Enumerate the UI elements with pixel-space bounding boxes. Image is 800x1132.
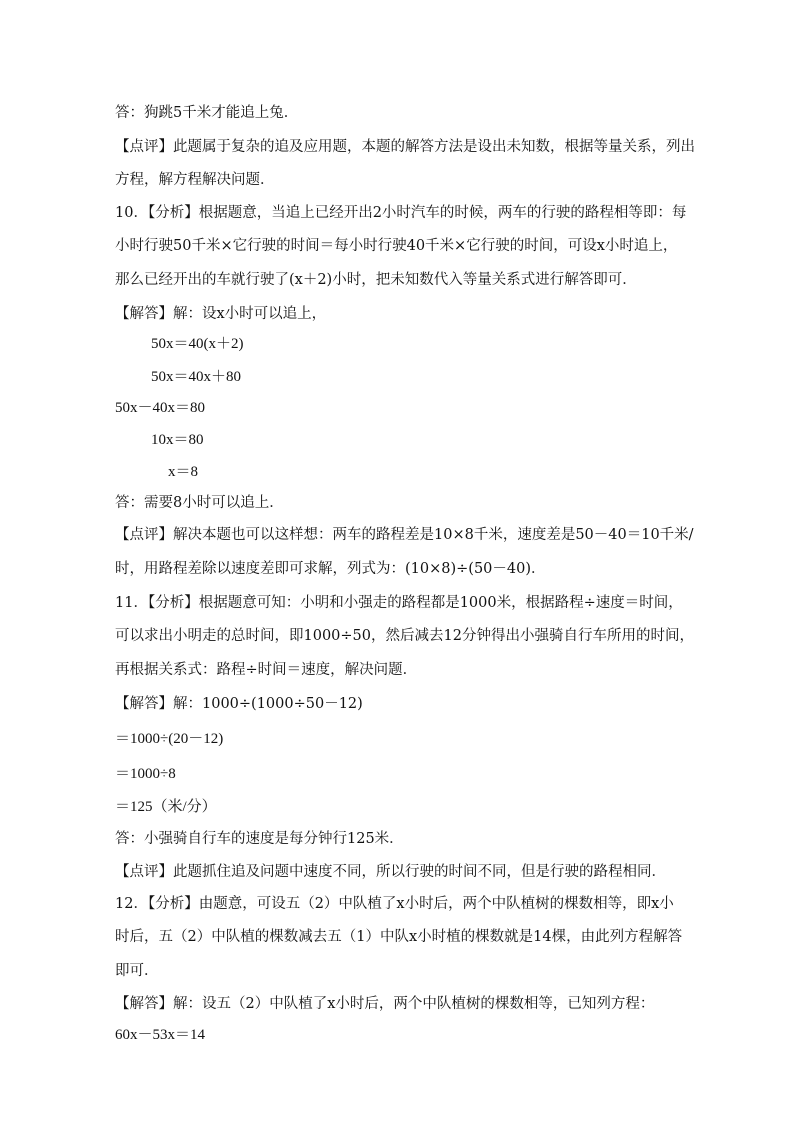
q10-equation-3: 50x－40x＝80 — [115, 400, 206, 416]
q12-solution-heading: 【解答】解：设五（2）中队植了x小时后，两个中队植树的棵数相等，已知列方程： — [115, 996, 655, 1012]
q11-analysis-line-3: 再根据关系式：路程÷时间＝速度，解决问题． — [115, 662, 418, 678]
q10-analysis-line-2: 小时行驶50千米×它行驶的时间＝每小时行驶40千米×它行驶的时间，可设x小时追上， — [115, 238, 678, 254]
q10-equation-1: 50x＝40(x＋2) — [151, 336, 244, 352]
q12-analysis-line-3: 即可． — [115, 963, 159, 979]
q11-solution-line-2: ＝1000÷(20－12) — [115, 731, 224, 747]
q11-answer: 答：小强骑自行车的速度是每分钟行125米． — [115, 831, 404, 847]
q10-solution-heading: 【解答】解：设x小时可以追上， — [115, 306, 327, 322]
q11-solution-line-1: 【解答】解：1000÷(1000÷50－12) — [115, 696, 363, 712]
q11-analysis-line-1: 11．【分析】根据题意可知：小明和小强走的路程都是1000米，根据路程÷速度＝时间， — [115, 595, 683, 611]
q10-comment-line-2: 时，用路程差除以速度差即可求解，列式为：(10×8)÷(50－40)． — [115, 561, 546, 577]
q12-equation-1: 60x－53x＝14 — [115, 1027, 206, 1043]
q12-analysis-line-2: 时后，五（2）中队植的棵数减去五（1）中队x小时植的棵数就是14棵，由此列方程解答 — [115, 929, 683, 945]
q10-analysis-line-1: 10．【分析】根据题意，当追上已经开出2小时汽车的时候，两车的行驶的路程相等即：每 — [115, 205, 687, 221]
q11-comment: 【点评】此题抓住追及问题中速度不同，所以行驶的时间不同，但是行驶的路程相同． — [115, 864, 666, 880]
q10-equation-4: 10x＝80 — [151, 432, 204, 448]
q11-analysis-line-2: 可以求出小明走的总时间，即1000÷50，然后减去12分钟得出小强骑自行车所用的时间， — [115, 628, 694, 644]
q11-solution-line-4: ＝125（米/分） — [115, 799, 217, 815]
q10-equation-5: x＝8 — [168, 464, 199, 480]
answer-10-line-1: 答：狗跳5千米才能追上兔． — [115, 105, 299, 121]
comment-line-1: 【点评】此题属于复杂的追及应用题，本题的解答方法是设出未知数，根据等量关系，列出 — [115, 139, 695, 155]
q11-solution-line-3: ＝1000÷8 — [115, 766, 176, 782]
q10-analysis-line-3: 那么已经开出的车就行驶了(x＋2)小时，把未知数代入等量关系式进行解答即可． — [115, 272, 637, 288]
q10-answer: 答：需要8小时可以追上． — [115, 495, 284, 511]
q12-analysis-line-1: 12．【分析】由题意，可设五（2）中队植了x小时后，两个中队植树的棵数相等，即x小 — [115, 896, 674, 912]
q10-comment-line-1: 【点评】解决本题也可以这样想：两车的路程差是10×8千米，速度差是50－40＝10千米/ — [115, 527, 694, 543]
comment-line-2: 方程，解方程解决问题． — [115, 172, 275, 188]
q10-equation-2: 50x＝40x＋80 — [151, 369, 242, 385]
